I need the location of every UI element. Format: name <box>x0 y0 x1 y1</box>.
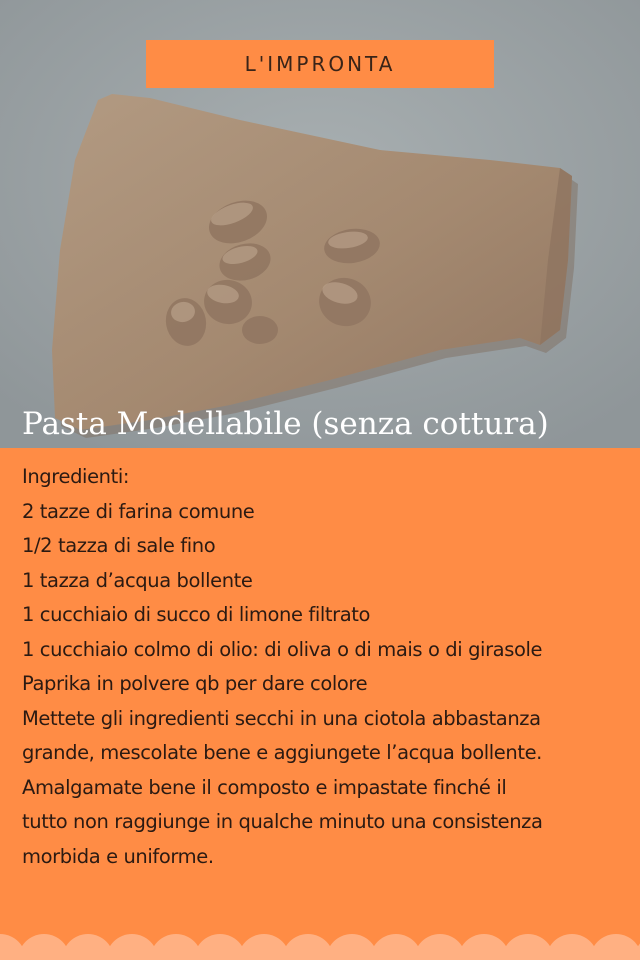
recipe-line: 2 tazze di farina comune <box>22 499 255 523</box>
recipe-text <box>22 460 634 874</box>
recipe-line: 1 cucchiaio colmo di olio: di oliva o di mais o di girasole <box>22 637 543 661</box>
recipe-line: Ingredienti: <box>22 465 130 488</box>
recipe-line: Paprika in polvere qb per dare colore <box>22 672 368 695</box>
recipe-line: 1 tazza d’acqua bollente <box>22 568 253 592</box>
recipe-line: Amalgamate bene il composto e impastate finché il <box>22 775 507 799</box>
brand-name: L'IMPRONTA <box>244 52 396 76</box>
recipe-line: tutto non raggiunge in qualche minuto una consistenza <box>22 810 543 833</box>
scalloped-border <box>0 918 640 960</box>
brand-label <box>146 40 494 88</box>
recipe-line: Mettete gli ingredienti secchi in una ciotola abbastanza <box>22 706 541 730</box>
recipe-line: grande, mescolate bene e aggiungete l’acqua bollente. <box>22 741 542 764</box>
recipe-title: Pasta Modellabile (senza cottura) <box>22 406 549 442</box>
recipe-panel <box>0 448 640 960</box>
recipe-line: morbida e uniforme. <box>22 844 214 868</box>
recipe-line: 1 cucchiaio di succo di limone filtrato <box>22 603 371 626</box>
recipe-line: 1/2 tazza di sale fino <box>22 534 216 557</box>
